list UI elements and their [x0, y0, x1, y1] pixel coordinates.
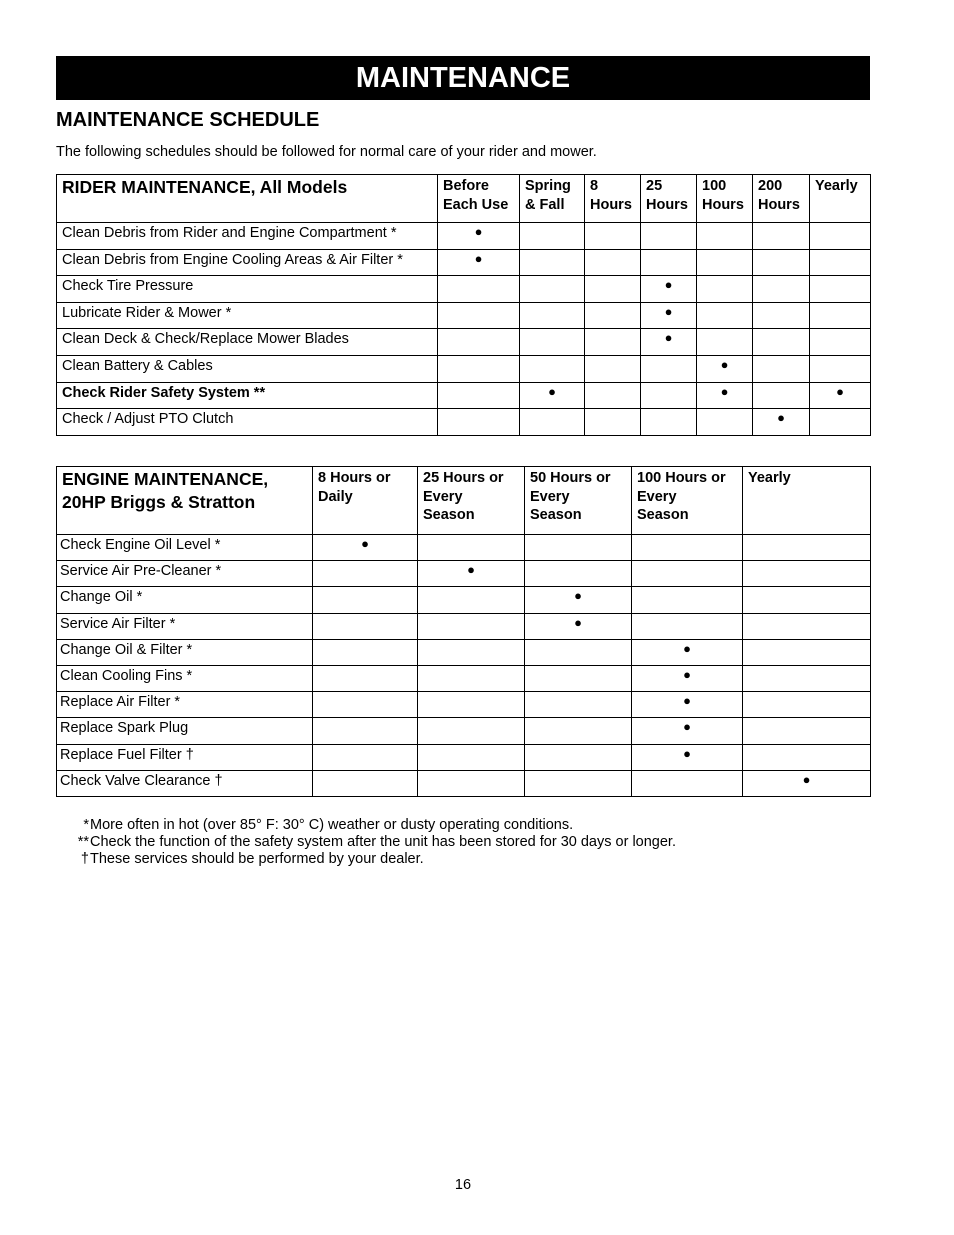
- column-header-line: Yearly: [748, 470, 791, 486]
- schedule-mark: ●: [697, 382, 753, 409]
- schedule-cell: [641, 382, 697, 409]
- task-label: Lubricate Rider & Mower *: [57, 302, 438, 329]
- task-label: Clean Deck & Check/Replace Mower Blades: [57, 329, 438, 356]
- schedule-cell: [743, 587, 871, 613]
- schedule-cell: [697, 276, 753, 303]
- column-header-line: Spring: [525, 178, 571, 194]
- schedule-cell: [525, 535, 632, 561]
- schedule-cell: [438, 302, 520, 329]
- footnotes: [70, 817, 676, 868]
- schedule-mark: ●: [525, 613, 632, 639]
- schedule-cell: [313, 561, 418, 587]
- table-row: [57, 613, 871, 639]
- schedule-mark: ●: [438, 223, 520, 250]
- schedule-cell: [418, 744, 525, 770]
- schedule-mark: ●: [418, 561, 525, 587]
- schedule-cell: [520, 276, 585, 303]
- schedule-cell: [418, 692, 525, 718]
- schedule-cell: [743, 744, 871, 770]
- schedule-cell: [520, 302, 585, 329]
- schedule-cell: [810, 223, 871, 250]
- task-label: Check Valve Clearance †: [57, 770, 313, 796]
- schedule-cell: [810, 276, 871, 303]
- schedule-cell: [743, 665, 871, 691]
- rider-header-row: [57, 175, 871, 223]
- schedule-mark: ●: [697, 355, 753, 382]
- task-label: Service Air Filter *: [57, 613, 313, 639]
- table-row: [57, 718, 871, 744]
- schedule-cell: [753, 302, 810, 329]
- schedule-cell: [743, 718, 871, 744]
- schedule-cell: [313, 665, 418, 691]
- table-row: [57, 382, 871, 409]
- schedule-cell: [810, 249, 871, 276]
- task-label: Check Rider Safety System **: [57, 382, 438, 409]
- schedule-cell: [313, 718, 418, 744]
- rider-column-header: [753, 175, 810, 223]
- rider-column-header: [520, 175, 585, 223]
- footnote-mark: †: [80, 851, 89, 867]
- table-row: [57, 355, 871, 382]
- column-header-line: Every: [423, 488, 463, 505]
- schedule-cell: [585, 302, 641, 329]
- table-row: [57, 302, 871, 329]
- schedule-cell: [520, 329, 585, 356]
- schedule-cell: [313, 770, 418, 796]
- engine-maintenance-table: [56, 466, 871, 797]
- column-header-line: Each Use: [443, 196, 509, 213]
- table-row: [57, 770, 871, 796]
- column-header-line: Every: [637, 488, 677, 505]
- schedule-cell: [313, 744, 418, 770]
- schedule-cell: [585, 276, 641, 303]
- footnote: [70, 834, 676, 851]
- table-title-line: 20HP Briggs & Stratton: [62, 492, 256, 512]
- column-header-line: Season: [530, 507, 582, 523]
- schedule-cell: [418, 587, 525, 613]
- schedule-cell: [418, 535, 525, 561]
- footnote-mark: *: [83, 817, 89, 833]
- task-label: Clean Battery & Cables: [57, 355, 438, 382]
- schedule-cell: [418, 770, 525, 796]
- column-header-line: 100 Hours or: [637, 470, 726, 486]
- column-header-line: 8: [590, 178, 599, 194]
- rider-column-header: [585, 175, 641, 223]
- schedule-mark: ●: [632, 744, 743, 770]
- schedule-mark: ●: [632, 692, 743, 718]
- schedule-cell: [697, 249, 753, 276]
- schedule-cell: [753, 329, 810, 356]
- schedule-cell: [313, 587, 418, 613]
- table-row: [57, 223, 871, 250]
- schedule-cell: [743, 692, 871, 718]
- schedule-cell: [520, 249, 585, 276]
- schedule-cell: [753, 355, 810, 382]
- schedule-mark: ●: [632, 718, 743, 744]
- schedule-mark: ●: [641, 329, 697, 356]
- schedule-cell: [632, 613, 743, 639]
- column-header-line: 50 Hours or: [530, 470, 611, 486]
- schedule-cell: [743, 639, 871, 665]
- task-label: Clean Debris from Rider and Engine Compartment *: [57, 223, 438, 250]
- column-header-line: Every: [530, 488, 570, 505]
- rider-table-title: RIDER MAINTENANCE, All Models: [57, 175, 438, 223]
- task-label: Check Tire Pressure: [57, 276, 438, 303]
- table-row: [57, 587, 871, 613]
- schedule-cell: [585, 382, 641, 409]
- column-header-line: Hours: [590, 196, 632, 213]
- schedule-cell: [753, 249, 810, 276]
- schedule-cell: [313, 613, 418, 639]
- task-label: Replace Fuel Filter †: [57, 744, 313, 770]
- task-label: Change Oil *: [57, 587, 313, 613]
- task-label: Clean Cooling Fins *: [57, 665, 313, 691]
- column-header-line: Hours: [702, 196, 744, 213]
- schedule-cell: [585, 249, 641, 276]
- schedule-cell: [418, 665, 525, 691]
- schedule-cell: [632, 535, 743, 561]
- table-row: [57, 692, 871, 718]
- rider-column-header: [641, 175, 697, 223]
- column-header-line: Before: [443, 178, 489, 194]
- schedule-mark: ●: [525, 587, 632, 613]
- column-header-line: Season: [423, 507, 475, 523]
- schedule-cell: [641, 223, 697, 250]
- engine-column-header: [313, 467, 418, 535]
- schedule-mark: ●: [313, 535, 418, 561]
- column-header-line: Yearly: [815, 178, 858, 194]
- table-row: [57, 744, 871, 770]
- schedule-cell: [525, 639, 632, 665]
- schedule-cell: [585, 329, 641, 356]
- table-title-line: ENGINE MAINTENANCE,: [62, 469, 269, 489]
- schedule-cell: [585, 355, 641, 382]
- schedule-cell: [810, 329, 871, 356]
- task-label: Service Air Pre-Cleaner *: [57, 561, 313, 587]
- schedule-cell: [585, 409, 641, 436]
- task-label: Replace Air Filter *: [57, 692, 313, 718]
- schedule-cell: [632, 770, 743, 796]
- schedule-cell: [520, 223, 585, 250]
- schedule-cell: [697, 409, 753, 436]
- schedule-mark: ●: [632, 639, 743, 665]
- footnote-text: Check the function of the safety system after the unit has been stored for 30 days or longer.: [90, 834, 676, 850]
- schedule-cell: [418, 613, 525, 639]
- schedule-mark: ●: [810, 382, 871, 409]
- column-header-line: 100: [702, 178, 727, 194]
- schedule-cell: [810, 409, 871, 436]
- rider-maintenance-table: [56, 174, 871, 436]
- schedule-cell: [632, 587, 743, 613]
- footnote: [70, 817, 676, 834]
- table-row: [57, 329, 871, 356]
- schedule-cell: [632, 561, 743, 587]
- schedule-cell: [313, 692, 418, 718]
- task-label: Clean Debris from Engine Cooling Areas & Air Filter *: [57, 249, 438, 276]
- intro-text: The following schedules should be followed for normal care of your rider and mower.: [56, 144, 597, 160]
- schedule-cell: [641, 409, 697, 436]
- schedule-cell: [313, 639, 418, 665]
- schedule-cell: [697, 329, 753, 356]
- schedule-cell: [525, 692, 632, 718]
- column-header-line: Hours: [646, 196, 688, 213]
- schedule-cell: [753, 276, 810, 303]
- engine-column-header: [632, 467, 743, 535]
- schedule-mark: ●: [438, 249, 520, 276]
- schedule-cell: [525, 770, 632, 796]
- column-header-line: 25: [646, 178, 663, 194]
- rider-column-header: [810, 175, 871, 223]
- engine-header-row: [57, 467, 871, 535]
- engine-column-header: [525, 467, 632, 535]
- column-header-line: Hours: [758, 196, 800, 213]
- table-row: [57, 535, 871, 561]
- rider-column-header: [438, 175, 520, 223]
- column-header-line: & Fall: [525, 196, 565, 213]
- table-row: [57, 276, 871, 303]
- schedule-cell: [525, 561, 632, 587]
- schedule-cell: [810, 302, 871, 329]
- column-header-line: Daily: [318, 488, 353, 505]
- table-row: [57, 409, 871, 436]
- table-row: [57, 665, 871, 691]
- engine-table-title: [57, 467, 313, 535]
- schedule-cell: [697, 302, 753, 329]
- table-row: [57, 249, 871, 276]
- page-banner: MAINTENANCE: [56, 56, 870, 100]
- schedule-cell: [418, 639, 525, 665]
- page-number: 16: [454, 1177, 472, 1193]
- schedule-cell: [641, 355, 697, 382]
- schedule-cell: [810, 355, 871, 382]
- schedule-mark: ●: [753, 409, 810, 436]
- schedule-cell: [438, 355, 520, 382]
- schedule-cell: [438, 409, 520, 436]
- schedule-mark: ●: [632, 665, 743, 691]
- task-label: Replace Spark Plug: [57, 718, 313, 744]
- schedule-cell: [697, 223, 753, 250]
- rider-column-header: [697, 175, 753, 223]
- engine-column-header: [743, 467, 871, 535]
- schedule-cell: [438, 329, 520, 356]
- task-label: Check Engine Oil Level *: [57, 535, 313, 561]
- footnote: [70, 851, 676, 868]
- schedule-cell: [585, 223, 641, 250]
- schedule-mark: ●: [641, 302, 697, 329]
- schedule-cell: [743, 535, 871, 561]
- column-header-line: Season: [637, 507, 689, 523]
- footnote-text: More often in hot (over 85° F: 30° C) weather or dusty operating conditions.: [90, 817, 574, 833]
- schedule-cell: [753, 223, 810, 250]
- schedule-mark: ●: [520, 382, 585, 409]
- schedule-mark: ●: [743, 770, 871, 796]
- footnote-text: These services should be performed by your dealer.: [90, 851, 424, 867]
- column-header-line: 25 Hours or: [423, 470, 504, 486]
- task-label: Check / Adjust PTO Clutch: [57, 409, 438, 436]
- engine-column-header: [418, 467, 525, 535]
- schedule-cell: [525, 744, 632, 770]
- column-header-line: 8 Hours or: [318, 470, 391, 486]
- schedule-mark: ●: [641, 276, 697, 303]
- task-label: Change Oil & Filter *: [57, 639, 313, 665]
- schedule-cell: [418, 718, 525, 744]
- section-title: MAINTENANCE SCHEDULE: [56, 109, 320, 131]
- schedule-cell: [525, 718, 632, 744]
- column-header-line: 200: [758, 178, 783, 194]
- schedule-cell: [641, 249, 697, 276]
- schedule-cell: [438, 382, 520, 409]
- schedule-cell: [520, 409, 585, 436]
- schedule-cell: [525, 665, 632, 691]
- table-row: [57, 639, 871, 665]
- schedule-cell: [438, 276, 520, 303]
- schedule-cell: [753, 382, 810, 409]
- schedule-cell: [520, 355, 585, 382]
- footnote-mark: **: [77, 834, 89, 850]
- schedule-cell: [743, 613, 871, 639]
- table-row: [57, 561, 871, 587]
- schedule-cell: [743, 561, 871, 587]
